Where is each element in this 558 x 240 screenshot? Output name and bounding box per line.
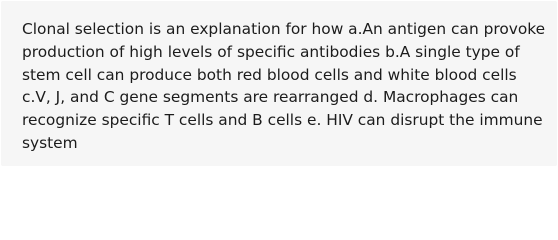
question-card — [1, 1, 557, 166]
question-text: Clonal selection is an explanation for how a.An antigen can provoke production of high levels of specific antibodies b.A single type of stem cell can produce both red blood cells and white blood cells c.V, J, and C gene segments are rearranged d. Macrophages can recognize specific T cells and B cells e. HIV can disrupt the immune system — [22, 20, 546, 152]
